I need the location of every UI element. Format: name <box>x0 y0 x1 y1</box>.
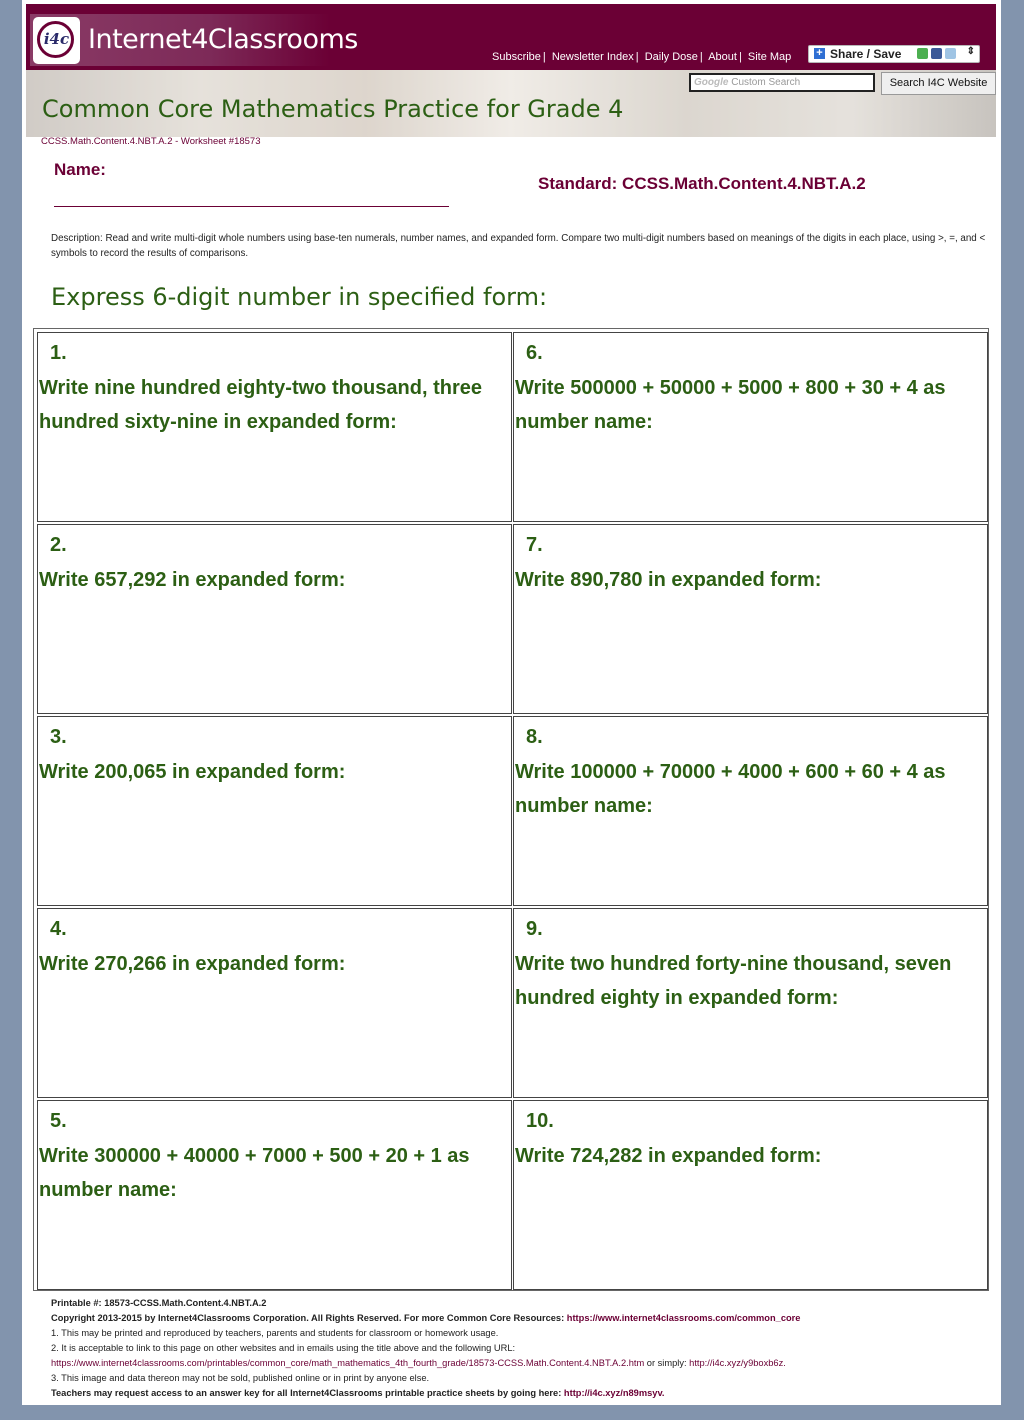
footer <box>51 1296 991 1401</box>
question-cell-9: 9. Write two hundred forty-nine thousand, seven hundred eighty in expanded form: <box>513 908 988 1098</box>
note-2: 2. It is acceptable to link to this page on other websites and in emails using the title above and the following URL: <box>51 1343 516 1353</box>
site-logo[interactable] <box>30 14 358 66</box>
name-label: Name: <box>54 160 106 179</box>
note-1: 1. This may be printed and reproduced by teachers, parents and students for classroom or homework usage. <box>51 1328 499 1338</box>
breadcrumb: CCSS.Math.Content.4.NBT.A.2 - Worksheet #18573 <box>41 136 261 147</box>
worksheet-page <box>22 0 1001 1405</box>
nav-subscribe[interactable]: Subscribe <box>492 51 541 63</box>
worksheet-url-link[interactable]: https://www.internet4classrooms.com/printables/common_core/math_mathematics_4th_fourth_grade/18573-CCSS.Math.Content.4.NBT.A.2.htm <box>51 1358 645 1368</box>
site-header <box>26 4 996 70</box>
search-button[interactable]: Search I4C Website <box>881 72 996 95</box>
plus-icon: + <box>814 48 825 59</box>
question-cell-5: 5. Write 300000 + 40000 + 7000 + 500 + 20 + 1 as number name: <box>37 1100 512 1290</box>
common-core-link[interactable]: https://www.internet4classrooms.com/common_core <box>566 1313 801 1323</box>
facebook-icon <box>931 48 942 59</box>
question-cell-1: 1. Write nine hundred eighty-two thousand, three hundred sixty-nine in expanded form: <box>37 332 512 522</box>
printable-number: Printable #: 18573-CCSS.Math.Content.4.NBT.A.2 <box>51 1298 267 1308</box>
nav-daily-dose[interactable]: Daily Dose <box>644 51 698 63</box>
question-cell-3: 3. Write 200,065 in expanded form: <box>37 716 512 906</box>
question-cell-7: 7. Write 890,780 in expanded form: <box>513 524 988 714</box>
nav-about[interactable]: About <box>708 51 737 63</box>
answer-key-link[interactable]: http://i4c.xyz/n89msyv. <box>563 1388 665 1398</box>
question-cell-6: 6. Write 500000 + 50000 + 5000 + 800 + 30 + 4 as number name: <box>513 332 988 522</box>
share-save-button[interactable]: + Share / Save ⇕ <box>808 45 980 63</box>
answer-key-line: Teachers may request access to an answer key for all Internet4Classrooms printable practice sheets by going here: http://i4c.xyz/n89msyv. <box>51 1388 665 1398</box>
twitter-icon <box>945 48 956 59</box>
question-cell-2: 2. Write 657,292 in expanded form: <box>37 524 512 714</box>
page-title: Common Core Mathematics Practice for Grade 4 <box>42 95 624 123</box>
section-title: Express 6-digit number in specified form: <box>51 283 548 311</box>
i4c-logo-icon: i4c <box>33 17 80 64</box>
email-share-icon <box>917 48 928 59</box>
chevron-updown-icon: ⇕ <box>966 46 975 57</box>
nav-newsletter-index[interactable]: Newsletter Index <box>551 51 634 63</box>
question-cell-8: 8. Write 100000 + 70000 + 4000 + 600 + 60 + 4 as number name: <box>513 716 988 906</box>
question-cell-10: 10. Write 724,282 in expanded form: <box>513 1100 988 1290</box>
question-grid <box>33 328 989 1291</box>
description: Description: Read and write multi-digit whole numbers using base-ten numerals, number names, and expanded form. Compare two multi-digit numbers based on meanings of the digits in each place, using >, =, and < symbols to record the results of comparisons. <box>51 233 986 259</box>
search-input[interactable]: Google Custom Search <box>689 73 875 92</box>
standard-label: Standard: CCSS.Math.Content.4.NBT.A.2 <box>538 174 866 193</box>
logo-text: Internet4Classrooms <box>88 24 358 55</box>
note-3: 3. This image and data thereon may not be sold, published online or in print by anyone else. <box>51 1373 430 1383</box>
top-nav: Subscribe | Newsletter Index | Daily Dose | About | Site Map <box>492 51 792 63</box>
note-2-urls: https://www.internet4classrooms.com/printables/common_core/math_mathematics_4th_fourth_grade/18573-CCSS.Math.Content.4.NBT.A.2.htm or simply: http://i4c.xyz/y9boxb6z. <box>51 1358 786 1368</box>
copyright-line: Copyright 2013-2015 by Internet4Classrooms Corporation. All Rights Reserved. For more Common Core Resources: https://www.internet4classrooms.com/common_core <box>51 1313 801 1323</box>
nav-site-map[interactable]: Site Map <box>747 51 792 63</box>
short-url-link[interactable]: http://i4c.xyz/y9boxb6z. <box>689 1358 786 1368</box>
question-cell-4: 4. Write 270,266 in expanded form: <box>37 908 512 1098</box>
name-underline <box>54 206 449 207</box>
